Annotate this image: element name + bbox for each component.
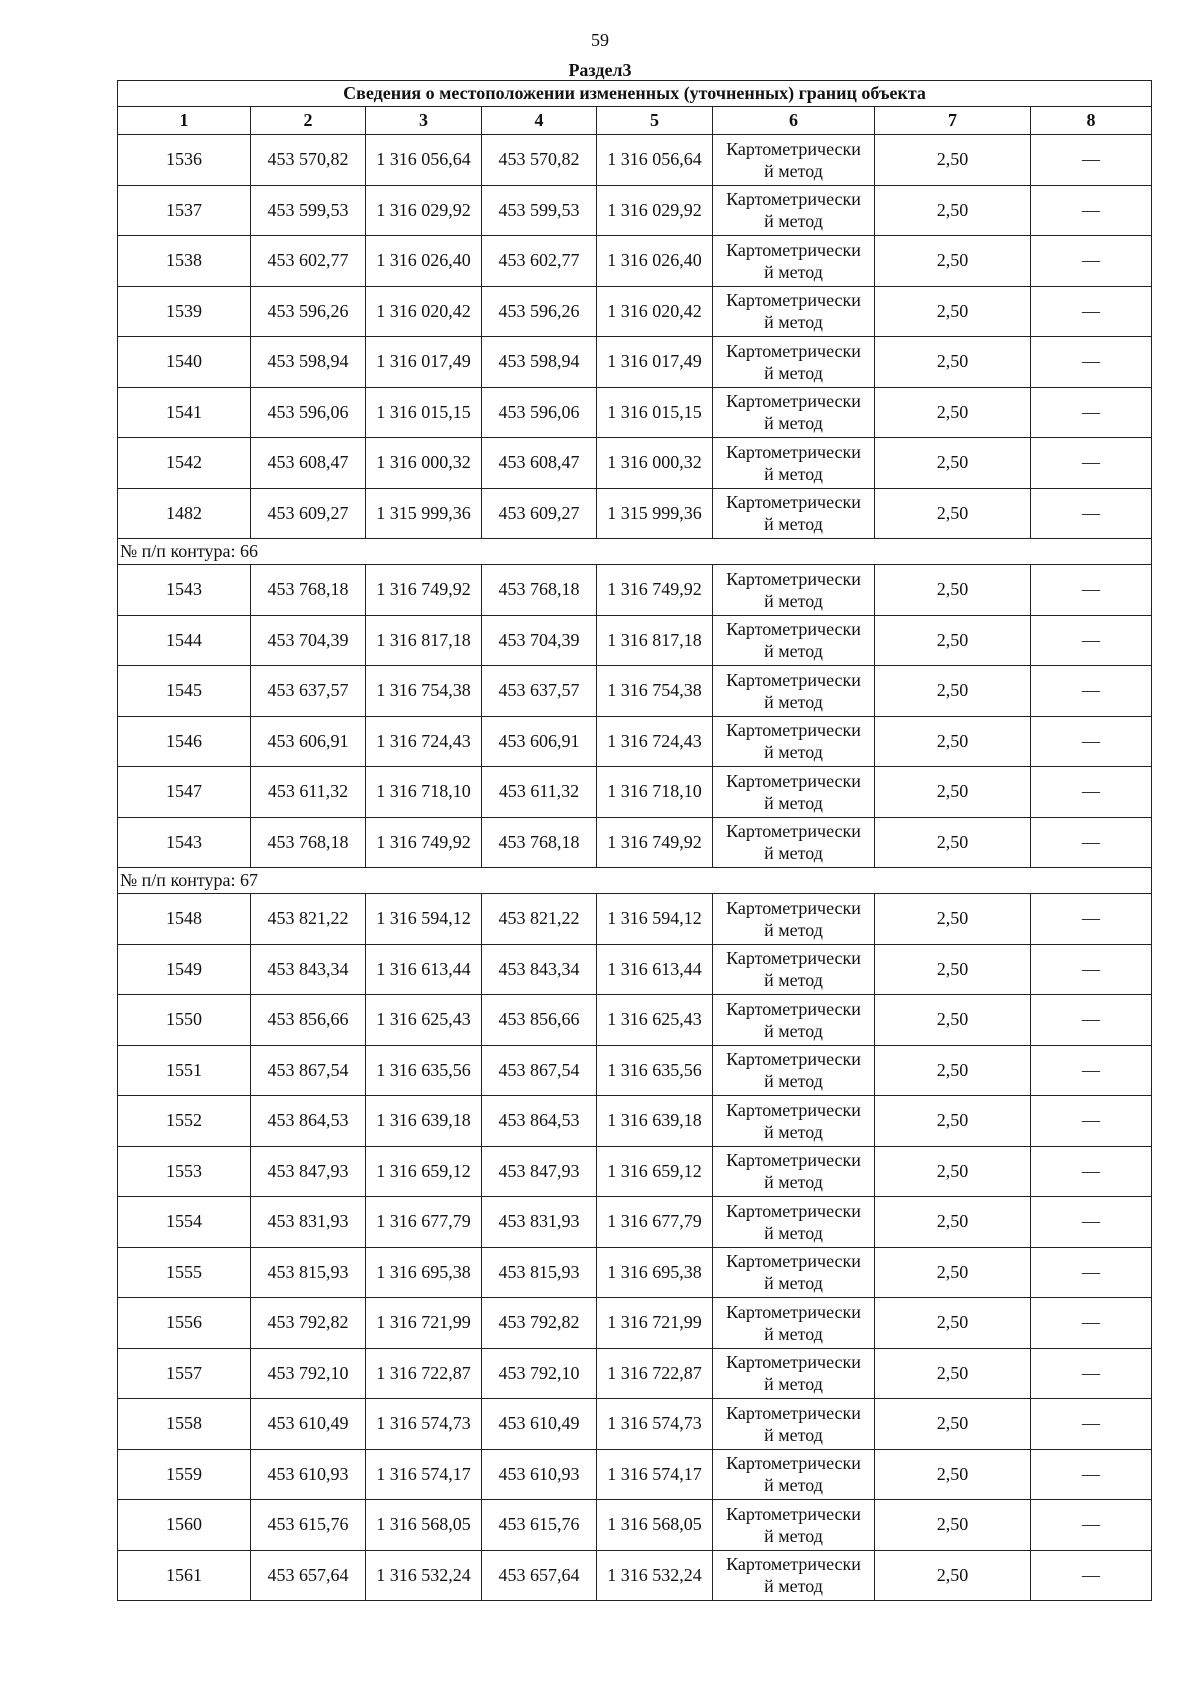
- x-cell: 453 792,82: [251, 1298, 366, 1349]
- table-row: [118, 1449, 1152, 1500]
- method-cell: Картометрически й метод: [713, 1348, 875, 1399]
- table-row: [118, 1247, 1152, 1298]
- accuracy-cell: 2,50: [875, 236, 1031, 287]
- description-cell: —: [1031, 1197, 1152, 1248]
- method-cell: Картометрически й метод: [713, 894, 875, 945]
- accuracy-cell: 2,50: [875, 817, 1031, 868]
- x-cell: 453 637,57: [251, 666, 366, 717]
- x-cell: 453 596,26: [251, 286, 366, 337]
- point-number-cell: 1539: [118, 286, 251, 337]
- y-new-cell: 1 316 026,40: [597, 236, 713, 287]
- y-new-cell: 1 316 724,43: [597, 716, 713, 767]
- y-cell: 1 316 000,32: [366, 438, 482, 489]
- description-cell: —: [1031, 1348, 1152, 1399]
- table-row: [118, 1298, 1152, 1349]
- table-row: [118, 767, 1152, 818]
- method-cell: Картометрически й метод: [713, 1500, 875, 1551]
- y-cell: 1 316 574,73: [366, 1399, 482, 1450]
- y-cell: 1 316 721,99: [366, 1298, 482, 1349]
- y-new-cell: 1 316 574,17: [597, 1449, 713, 1500]
- x-cell: 453 847,93: [251, 1146, 366, 1197]
- accuracy-cell: 2,50: [875, 1247, 1031, 1298]
- description-cell: —: [1031, 1298, 1152, 1349]
- x-cell: 453 831,93: [251, 1197, 366, 1248]
- y-cell: 1 316 659,12: [366, 1146, 482, 1197]
- description-cell: —: [1031, 1550, 1152, 1601]
- x-new-cell: 453 570,82: [482, 135, 597, 186]
- x-new-cell: 453 792,10: [482, 1348, 597, 1399]
- contour-row: [118, 539, 1152, 565]
- y-new-cell: 1 316 029,92: [597, 185, 713, 236]
- method-cell: Картометрически й метод: [713, 286, 875, 337]
- accuracy-cell: 2,50: [875, 894, 1031, 945]
- method-cell: Картометрически й метод: [713, 995, 875, 1046]
- method-cell: Картометрически й метод: [713, 236, 875, 287]
- point-number-cell: 1550: [118, 995, 251, 1046]
- x-new-cell: 453 596,26: [482, 286, 597, 337]
- y-new-cell: 1 316 635,56: [597, 1045, 713, 1096]
- accuracy-cell: 2,50: [875, 387, 1031, 438]
- table-row: [118, 185, 1152, 236]
- accuracy-cell: 2,50: [875, 1146, 1031, 1197]
- description-cell: —: [1031, 894, 1152, 945]
- accuracy-cell: 2,50: [875, 185, 1031, 236]
- x-new-cell: 453 867,54: [482, 1045, 597, 1096]
- point-number-cell: 1549: [118, 944, 251, 995]
- point-number-cell: 1543: [118, 565, 251, 616]
- y-new-cell: 1 316 639,18: [597, 1096, 713, 1147]
- x-cell: 453 768,18: [251, 565, 366, 616]
- x-cell: 453 867,54: [251, 1045, 366, 1096]
- y-cell: 1 316 754,38: [366, 666, 482, 717]
- y-new-cell: 1 316 613,44: [597, 944, 713, 995]
- x-new-cell: 453 792,82: [482, 1298, 597, 1349]
- description-cell: —: [1031, 387, 1152, 438]
- y-new-cell: 1 316 020,42: [597, 286, 713, 337]
- x-new-cell: 453 704,39: [482, 615, 597, 666]
- accuracy-cell: 2,50: [875, 1096, 1031, 1147]
- x-new-cell: 453 608,47: [482, 438, 597, 489]
- point-number-cell: 1547: [118, 767, 251, 818]
- description-cell: —: [1031, 1449, 1152, 1500]
- accuracy-cell: 2,50: [875, 438, 1031, 489]
- point-number-cell: 1561: [118, 1550, 251, 1601]
- y-cell: 1 316 635,56: [366, 1045, 482, 1096]
- description-cell: —: [1031, 565, 1152, 616]
- y-cell: 1 316 639,18: [366, 1096, 482, 1147]
- point-number-cell: 1537: [118, 185, 251, 236]
- y-new-cell: 1 316 817,18: [597, 615, 713, 666]
- table-row: [118, 337, 1152, 388]
- x-cell: 453 608,47: [251, 438, 366, 489]
- accuracy-cell: 2,50: [875, 1197, 1031, 1248]
- table-row: [118, 944, 1152, 995]
- x-cell: 453 570,82: [251, 135, 366, 186]
- boundary-table: [117, 80, 1152, 1601]
- y-cell: 1 316 017,49: [366, 337, 482, 388]
- method-cell: Картометрически й метод: [713, 666, 875, 717]
- point-number-cell: 1538: [118, 236, 251, 287]
- accuracy-cell: 2,50: [875, 565, 1031, 616]
- x-cell: 453 657,64: [251, 1550, 366, 1601]
- point-number-cell: 1555: [118, 1247, 251, 1298]
- point-number-cell: 1542: [118, 438, 251, 489]
- y-cell: 1 316 749,92: [366, 817, 482, 868]
- description-cell: —: [1031, 615, 1152, 666]
- x-cell: 453 615,76: [251, 1500, 366, 1551]
- accuracy-cell: 2,50: [875, 1045, 1031, 1096]
- x-new-cell: 453 596,06: [482, 387, 597, 438]
- y-cell: 1 316 594,12: [366, 894, 482, 945]
- description-cell: —: [1031, 817, 1152, 868]
- method-cell: Картометрически й метод: [713, 565, 875, 616]
- column-number-header: 5: [597, 107, 713, 135]
- table-row: [118, 894, 1152, 945]
- column-number-header: 4: [482, 107, 597, 135]
- y-new-cell: 1 316 749,92: [597, 817, 713, 868]
- method-cell: Картометрически й метод: [713, 944, 875, 995]
- description-cell: —: [1031, 666, 1152, 717]
- description-cell: —: [1031, 286, 1152, 337]
- accuracy-cell: 2,50: [875, 1550, 1031, 1601]
- table-row: [118, 1096, 1152, 1147]
- x-new-cell: 453 602,77: [482, 236, 597, 287]
- accuracy-cell: 2,50: [875, 666, 1031, 717]
- y-cell: 1 316 722,87: [366, 1348, 482, 1399]
- x-new-cell: 453 610,49: [482, 1399, 597, 1450]
- point-number-cell: 1553: [118, 1146, 251, 1197]
- method-cell: Картометрически й метод: [713, 185, 875, 236]
- point-number-cell: 1541: [118, 387, 251, 438]
- y-cell: 1 316 613,44: [366, 944, 482, 995]
- method-cell: Картометрически й метод: [713, 1146, 875, 1197]
- description-cell: —: [1031, 337, 1152, 388]
- x-cell: 453 606,91: [251, 716, 366, 767]
- x-new-cell: 453 598,94: [482, 337, 597, 388]
- y-cell: 1 316 015,15: [366, 387, 482, 438]
- table-row: [118, 387, 1152, 438]
- method-cell: Картометрически й метод: [713, 767, 875, 818]
- contour-label: № п/п контура: 67: [118, 868, 1152, 894]
- table-row: [118, 1045, 1152, 1096]
- point-number-cell: 1557: [118, 1348, 251, 1399]
- accuracy-cell: 2,50: [875, 615, 1031, 666]
- column-number-header: 1: [118, 107, 251, 135]
- x-cell: 453 821,22: [251, 894, 366, 945]
- table-caption: Сведения о местоположении измененных (уточненных) границ объекта: [118, 81, 1152, 107]
- y-cell: 1 316 677,79: [366, 1197, 482, 1248]
- method-cell: Картометрически й метод: [713, 1197, 875, 1248]
- section-title: Раздел3: [568, 60, 632, 80]
- description-cell: —: [1031, 1146, 1152, 1197]
- y-cell: 1 316 724,43: [366, 716, 482, 767]
- x-new-cell: 453 821,22: [482, 894, 597, 945]
- x-cell: 453 599,53: [251, 185, 366, 236]
- x-new-cell: 453 847,93: [482, 1146, 597, 1197]
- table-row: [118, 666, 1152, 717]
- description-cell: —: [1031, 185, 1152, 236]
- table-row: [118, 135, 1152, 186]
- y-cell: 1 316 749,92: [366, 565, 482, 616]
- table-row: [118, 1348, 1152, 1399]
- x-new-cell: 453 599,53: [482, 185, 597, 236]
- method-cell: Картометрически й метод: [713, 1045, 875, 1096]
- method-cell: Картометрически й метод: [713, 387, 875, 438]
- y-cell: 1 316 020,42: [366, 286, 482, 337]
- y-cell: 1 316 568,05: [366, 1500, 482, 1551]
- table-row: [118, 488, 1152, 539]
- method-cell: Картометрически й метод: [713, 716, 875, 767]
- description-cell: —: [1031, 438, 1152, 489]
- column-number-header: 8: [1031, 107, 1152, 135]
- x-new-cell: 453 843,34: [482, 944, 597, 995]
- accuracy-cell: 2,50: [875, 1298, 1031, 1349]
- accuracy-cell: 2,50: [875, 1500, 1031, 1551]
- x-new-cell: 453 610,93: [482, 1449, 597, 1500]
- y-cell: 1 316 056,64: [366, 135, 482, 186]
- y-new-cell: 1 316 718,10: [597, 767, 713, 818]
- contour-label: № п/п контура: 66: [118, 539, 1152, 565]
- table-row: [118, 286, 1152, 337]
- point-number-cell: 1543: [118, 817, 251, 868]
- x-cell: 453 768,18: [251, 817, 366, 868]
- method-cell: Картометрически й метод: [713, 615, 875, 666]
- x-cell: 453 598,94: [251, 337, 366, 388]
- y-new-cell: 1 316 721,99: [597, 1298, 713, 1349]
- y-new-cell: 1 316 056,64: [597, 135, 713, 186]
- x-new-cell: 453 611,32: [482, 767, 597, 818]
- accuracy-cell: 2,50: [875, 135, 1031, 186]
- method-cell: Картометрически й метод: [713, 1399, 875, 1450]
- x-new-cell: 453 615,76: [482, 1500, 597, 1551]
- y-cell: 1 316 574,17: [366, 1449, 482, 1500]
- method-cell: Картометрически й метод: [713, 135, 875, 186]
- table-row: [118, 1399, 1152, 1450]
- accuracy-cell: 2,50: [875, 1348, 1031, 1399]
- description-cell: —: [1031, 1045, 1152, 1096]
- y-new-cell: 1 316 532,24: [597, 1550, 713, 1601]
- point-number-cell: 1551: [118, 1045, 251, 1096]
- point-number-cell: 1482: [118, 488, 251, 539]
- page-number: 59: [591, 30, 609, 50]
- point-number-cell: 1554: [118, 1197, 251, 1248]
- x-cell: 453 815,93: [251, 1247, 366, 1298]
- y-new-cell: 1 316 749,92: [597, 565, 713, 616]
- table-row: [118, 716, 1152, 767]
- x-cell: 453 611,32: [251, 767, 366, 818]
- point-number-cell: 1540: [118, 337, 251, 388]
- description-cell: —: [1031, 488, 1152, 539]
- method-cell: Картометрически й метод: [713, 1298, 875, 1349]
- column-number-header: 2: [251, 107, 366, 135]
- accuracy-cell: 2,50: [875, 1449, 1031, 1500]
- y-new-cell: 1 316 000,32: [597, 438, 713, 489]
- y-new-cell: 1 316 754,38: [597, 666, 713, 717]
- method-cell: Картометрически й метод: [713, 337, 875, 388]
- table-row: [118, 438, 1152, 489]
- point-number-cell: 1545: [118, 666, 251, 717]
- table-row: [118, 1197, 1152, 1248]
- y-new-cell: 1 316 574,73: [597, 1399, 713, 1450]
- method-cell: Картометрически й метод: [713, 1449, 875, 1500]
- x-cell: 453 792,10: [251, 1348, 366, 1399]
- x-new-cell: 453 831,93: [482, 1197, 597, 1248]
- point-number-cell: 1548: [118, 894, 251, 945]
- method-cell: Картометрически й метод: [713, 438, 875, 489]
- point-number-cell: 1558: [118, 1399, 251, 1450]
- description-cell: —: [1031, 1247, 1152, 1298]
- table-row: [118, 817, 1152, 868]
- y-new-cell: 1 316 017,49: [597, 337, 713, 388]
- point-number-cell: 1552: [118, 1096, 251, 1147]
- x-new-cell: 453 609,27: [482, 488, 597, 539]
- table-row: [118, 615, 1152, 666]
- y-new-cell: 1 316 677,79: [597, 1197, 713, 1248]
- y-cell: 1 316 718,10: [366, 767, 482, 818]
- point-number-cell: 1556: [118, 1298, 251, 1349]
- table-row: [118, 236, 1152, 287]
- y-cell: 1 316 029,92: [366, 185, 482, 236]
- description-cell: —: [1031, 995, 1152, 1046]
- x-new-cell: 453 864,53: [482, 1096, 597, 1147]
- x-cell: 453 843,34: [251, 944, 366, 995]
- description-cell: —: [1031, 716, 1152, 767]
- description-cell: —: [1031, 944, 1152, 995]
- point-number-cell: 1546: [118, 716, 251, 767]
- accuracy-cell: 2,50: [875, 488, 1031, 539]
- point-number-cell: 1536: [118, 135, 251, 186]
- x-cell: 453 610,93: [251, 1449, 366, 1500]
- x-new-cell: 453 637,57: [482, 666, 597, 717]
- point-number-cell: 1559: [118, 1449, 251, 1500]
- method-cell: Картометрически й метод: [713, 1096, 875, 1147]
- y-cell: 1 316 532,24: [366, 1550, 482, 1601]
- point-number-cell: 1560: [118, 1500, 251, 1551]
- point-number-cell: 1544: [118, 615, 251, 666]
- contour-row: [118, 868, 1152, 894]
- description-cell: —: [1031, 135, 1152, 186]
- table-row: [118, 1500, 1152, 1551]
- y-new-cell: 1 316 594,12: [597, 894, 713, 945]
- x-cell: 453 609,27: [251, 488, 366, 539]
- description-cell: —: [1031, 1500, 1152, 1551]
- accuracy-cell: 2,50: [875, 716, 1031, 767]
- accuracy-cell: 2,50: [875, 286, 1031, 337]
- accuracy-cell: 2,50: [875, 337, 1031, 388]
- x-new-cell: 453 606,91: [482, 716, 597, 767]
- y-cell: 1 316 625,43: [366, 995, 482, 1046]
- x-cell: 453 704,39: [251, 615, 366, 666]
- accuracy-cell: 2,50: [875, 767, 1031, 818]
- method-cell: Картометрически й метод: [713, 817, 875, 868]
- column-number-header: 7: [875, 107, 1031, 135]
- x-cell: 453 602,77: [251, 236, 366, 287]
- x-cell: 453 864,53: [251, 1096, 366, 1147]
- method-cell: Картометрически й метод: [713, 488, 875, 539]
- description-cell: —: [1031, 767, 1152, 818]
- x-new-cell: 453 768,18: [482, 565, 597, 616]
- x-new-cell: 453 768,18: [482, 817, 597, 868]
- y-cell: 1 315 999,36: [366, 488, 482, 539]
- y-cell: 1 316 817,18: [366, 615, 482, 666]
- table-row: [118, 1550, 1152, 1601]
- description-cell: —: [1031, 1096, 1152, 1147]
- method-cell: Картометрически й метод: [713, 1247, 875, 1298]
- table-row: [118, 565, 1152, 616]
- y-new-cell: 1 316 722,87: [597, 1348, 713, 1399]
- accuracy-cell: 2,50: [875, 995, 1031, 1046]
- description-cell: —: [1031, 236, 1152, 287]
- x-cell: 453 610,49: [251, 1399, 366, 1450]
- accuracy-cell: 2,50: [875, 944, 1031, 995]
- y-new-cell: 1 316 625,43: [597, 995, 713, 1046]
- x-cell: 453 596,06: [251, 387, 366, 438]
- y-new-cell: 1 315 999,36: [597, 488, 713, 539]
- y-new-cell: 1 316 015,15: [597, 387, 713, 438]
- table-row: [118, 995, 1152, 1046]
- accuracy-cell: 2,50: [875, 1399, 1031, 1450]
- x-new-cell: 453 657,64: [482, 1550, 597, 1601]
- column-number-header: 3: [366, 107, 482, 135]
- y-new-cell: 1 316 568,05: [597, 1500, 713, 1551]
- y-new-cell: 1 316 695,38: [597, 1247, 713, 1298]
- description-cell: —: [1031, 1399, 1152, 1450]
- x-cell: 453 856,66: [251, 995, 366, 1046]
- x-new-cell: 453 815,93: [482, 1247, 597, 1298]
- y-cell: 1 316 026,40: [366, 236, 482, 287]
- y-cell: 1 316 695,38: [366, 1247, 482, 1298]
- method-cell: Картометрически й метод: [713, 1550, 875, 1601]
- column-number-header: 6: [713, 107, 875, 135]
- x-new-cell: 453 856,66: [482, 995, 597, 1046]
- y-new-cell: 1 316 659,12: [597, 1146, 713, 1197]
- table-row: [118, 1146, 1152, 1197]
